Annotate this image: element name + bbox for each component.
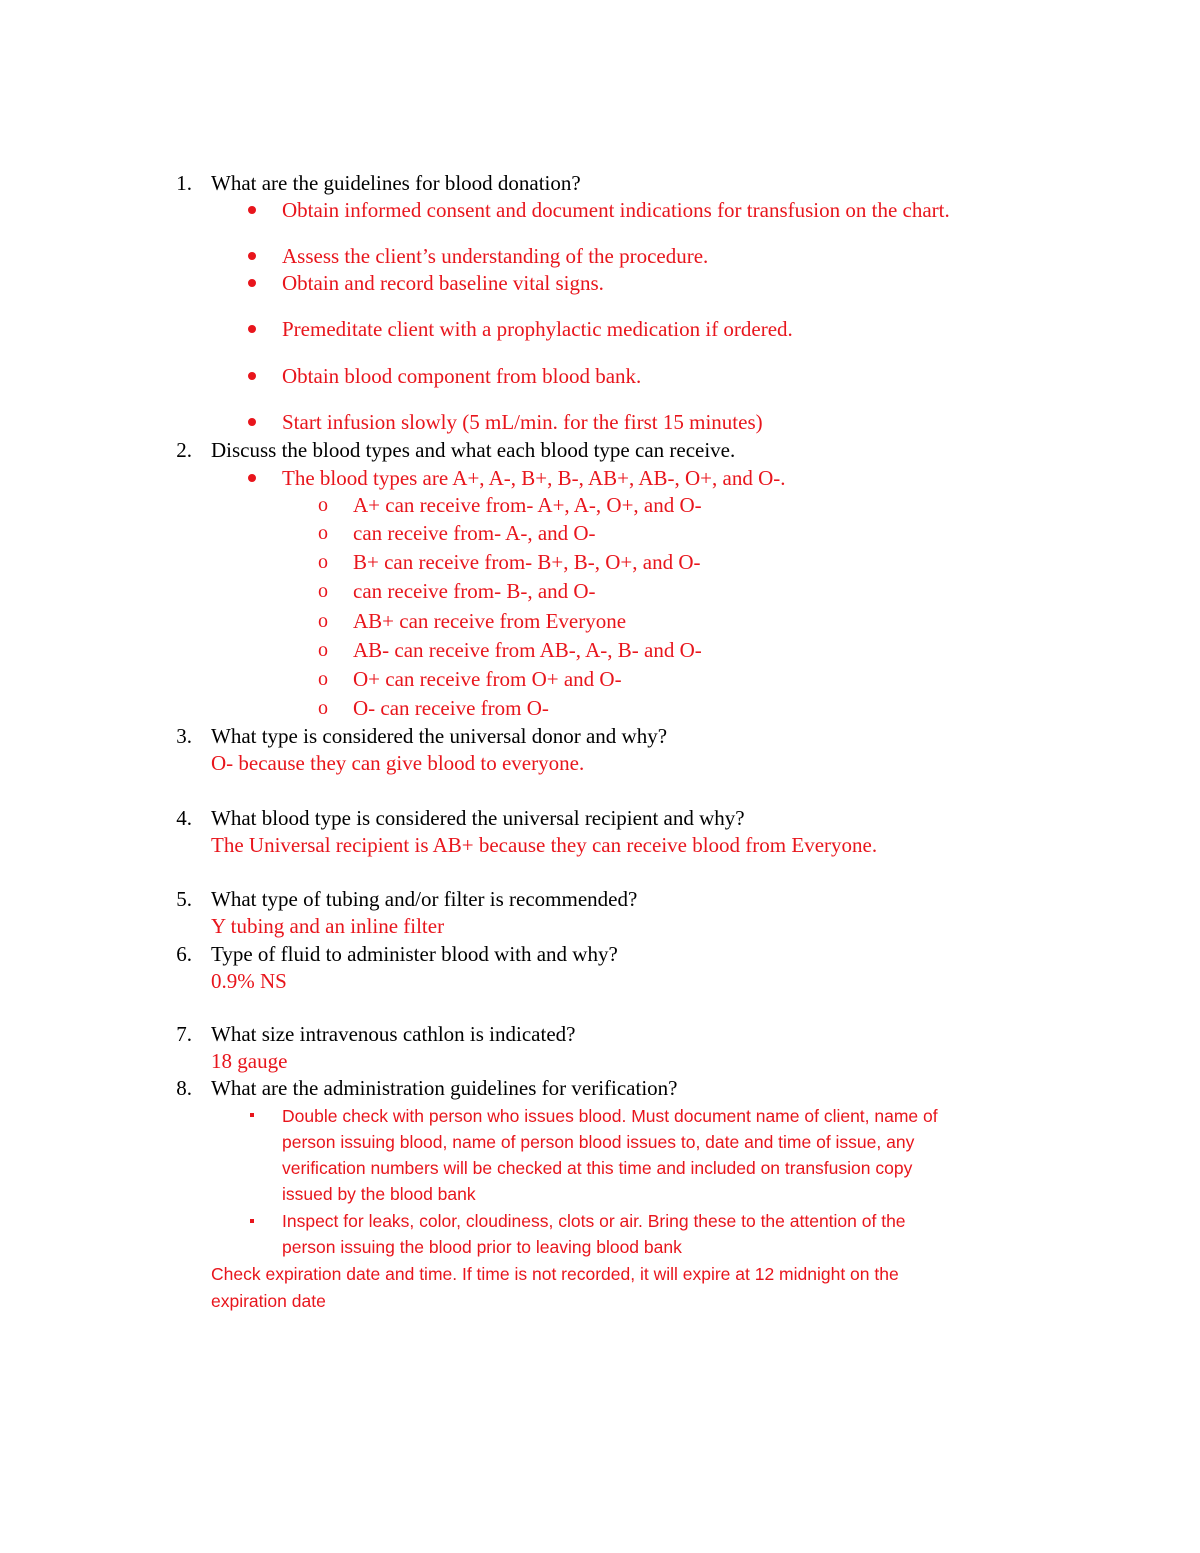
q2-sub-text: O- can receive from O-	[353, 696, 549, 720]
circle-bullet-icon: o	[318, 697, 328, 719]
bullet-icon	[248, 372, 256, 380]
circle-bullet-icon: o	[318, 551, 328, 573]
circle-bullet-icon: o	[318, 580, 328, 602]
q1-bullet: Obtain blood component from blood bank.	[282, 364, 642, 388]
question-text: What are the guidelines for blood donation?	[211, 171, 581, 195]
q1-bullet: Assess the client’s understanding of the procedure.	[282, 244, 709, 268]
question-number: 7.	[176, 1022, 192, 1046]
q2-sub-text: AB- can receive from AB-, A-, B- and O-	[353, 638, 702, 662]
circle-bullet-icon: o	[318, 639, 328, 661]
q8-bullet-line: verification numbers will be checked at this time and included on transfusion copy	[282, 1158, 913, 1178]
question-number: 8.	[176, 1076, 192, 1100]
answer-5: Y tubing and an inline filter	[211, 914, 445, 938]
question-number: 4.	[176, 806, 192, 830]
q2-sub-text: can receive from- B-, and O-	[353, 579, 596, 603]
circle-bullet-icon: o	[318, 610, 328, 632]
answer-6: 0.9% NS	[211, 969, 287, 993]
question-text: Discuss the blood types and what each blood type can receive.	[211, 438, 736, 462]
q1-bullet: Start infusion slowly (5 mL/min. for the first 15 minutes)	[282, 410, 763, 434]
circle-bullet-icon: o	[318, 668, 328, 690]
q1-bullet: Premeditate client with a prophylactic medication if ordered.	[282, 317, 793, 341]
bullet-icon	[248, 325, 256, 333]
square-bullet-icon	[250, 1113, 254, 1117]
q8-bullet-line: person issuing blood, name of person blood issues to, date and time of issue, any	[282, 1132, 915, 1152]
question-number: 3.	[176, 724, 192, 748]
question-text: What size intravenous cathlon is indicated?	[211, 1022, 576, 1046]
q1-bullet: Obtain informed consent and document indications for transfusion on the chart.	[282, 198, 950, 222]
answer-3: O- because they can give blood to everyone.	[211, 751, 585, 775]
bullet-icon	[248, 279, 256, 287]
q8-trailing-line: expiration date	[211, 1291, 326, 1311]
question-text: What are the administration guidelines for verification?	[211, 1076, 678, 1100]
question-number: 2.	[176, 438, 192, 462]
circle-bullet-icon: o	[318, 494, 328, 516]
question-text: What type of tubing and/or filter is recommended?	[211, 887, 638, 911]
q8-bullet-line: person issuing the blood prior to leaving blood bank	[282, 1237, 682, 1257]
q2-sub-text: O+ can receive from O+ and O-	[353, 667, 622, 691]
bullet-icon	[248, 252, 256, 260]
q8-trailing-line: Check expiration date and time. If time is not recorded, it will expire at 12 midnight on the	[211, 1264, 899, 1284]
answer-4: The Universal recipient is AB+ because they can receive blood from Everyone.	[211, 833, 878, 857]
square-bullet-icon	[250, 1219, 254, 1223]
q2-sub-text: A+ can receive from- A+, A-, O+, and O-	[353, 493, 702, 517]
q8-bullet-line: Inspect for leaks, color, cloudiness, clots or air. Bring these to the attention of the	[282, 1211, 906, 1231]
question-number: 1.	[176, 171, 192, 195]
q2-sub-text: can receive from- A-, and O-	[353, 521, 596, 545]
q2-bullet: The blood types are A+, A-, B+, B-, AB+, AB-, O+, and O-.	[282, 466, 786, 490]
bullet-icon	[248, 474, 256, 482]
bullet-icon	[248, 206, 256, 214]
circle-bullet-icon: o	[318, 522, 328, 544]
bullet-icon	[248, 418, 256, 426]
question-text: Type of fluid to administer blood with and why?	[211, 942, 618, 966]
q2-sub-text: B+ can receive from- B+, B-, O+, and O-	[353, 550, 701, 574]
question-number: 6.	[176, 942, 192, 966]
question-text: What blood type is considered the universal recipient and why?	[211, 806, 745, 830]
question-number: 5.	[176, 887, 192, 911]
question-text: What type is considered the universal donor and why?	[211, 724, 668, 748]
q2-sub-text: AB+ can receive from Everyone	[353, 609, 627, 633]
q8-bullet-line: Double check with person who issues blood. Must document name of client, name of	[282, 1106, 938, 1126]
answer-7: 18 gauge	[211, 1049, 288, 1073]
q8-bullet-line: issued by the blood bank	[282, 1184, 476, 1204]
q1-bullet: Obtain and record baseline vital signs.	[282, 271, 604, 295]
